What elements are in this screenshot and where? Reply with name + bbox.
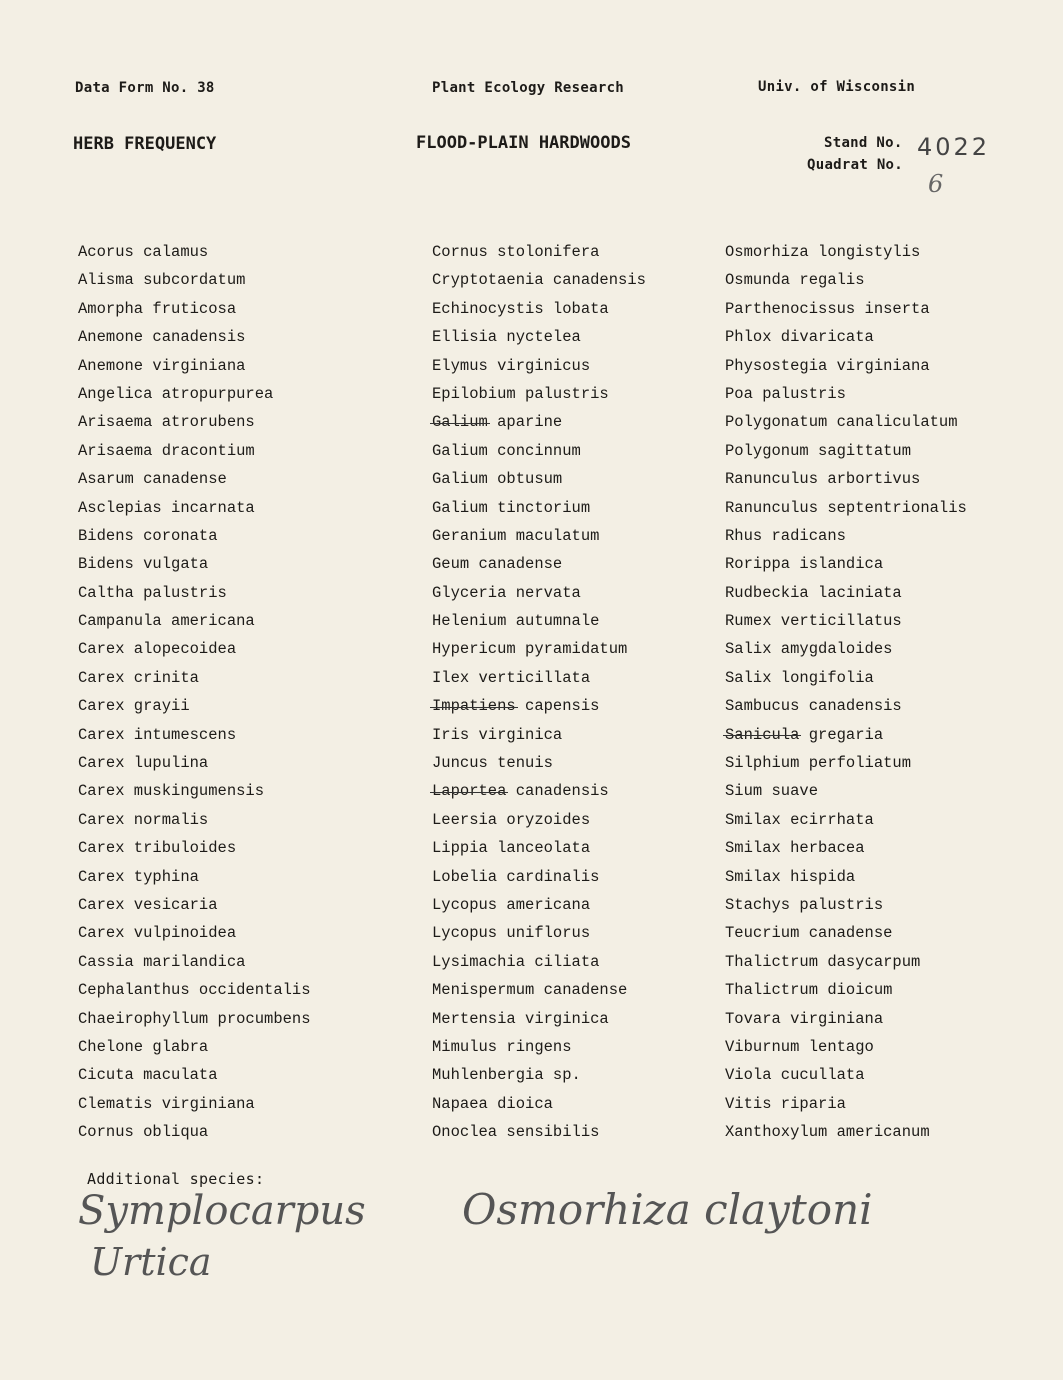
species-epithet: canadensis [506, 782, 609, 801]
species-item: Geum canadense [432, 555, 563, 574]
species-item: Polygonatum canaliculatum [725, 413, 958, 432]
stand-number-handwritten: 4022 [917, 133, 991, 161]
species-item: Echinocystis lobata [432, 299, 609, 318]
species-item: Leersia oryzoides [432, 810, 591, 829]
species-item: Teucrium canadense [725, 924, 893, 943]
species-item: Lycopus uniflorus [432, 924, 591, 943]
species-item: Napaea dioica [432, 1094, 553, 1113]
quadrat-label: Quadrat No. [807, 157, 904, 173]
species-item: Galium obtusum [432, 470, 563, 489]
species-item: Sium suave [725, 782, 819, 801]
species-item: Carex intumescens [78, 725, 237, 744]
species-item: Osmunda regalis [725, 271, 865, 290]
additional-species-label: Additional species: [87, 1170, 265, 1188]
stand-label: Stand No. [824, 135, 903, 151]
species-column-1 [78, 238, 311, 1147]
species-item: Onoclea sensibilis [432, 1123, 600, 1142]
species-item: Cephalanthus occidentalis [78, 981, 311, 1000]
species-column-2 [432, 238, 646, 1147]
species-item: Angelica atropurpurea [78, 384, 274, 403]
species-item: Mimulus ringens [432, 1037, 572, 1056]
species-item: Ranunculus arbortivus [725, 470, 921, 489]
species-item: Acorus calamus [78, 243, 209, 261]
species-item: Galium tinctorium [432, 498, 591, 517]
species-item: Arisaema dracontium [78, 441, 255, 460]
struck-genus: Laportea [432, 782, 507, 801]
species-epithet: aparine [487, 413, 563, 432]
species-item: Rudbeckia laciniata [725, 583, 902, 602]
species-item: Geranium maculatum [432, 526, 600, 545]
species-item: Carex vesicaria [78, 895, 218, 914]
species-item: Epilobium palustris [432, 384, 609, 403]
species-item: Carex typhina [78, 867, 199, 886]
species-item: Galium concinnum [432, 441, 581, 460]
species-item: Iris virginica [432, 725, 563, 744]
university-name: Univ. of Wisconsin [758, 79, 916, 95]
species-item: Viola cucullata [725, 1066, 865, 1085]
species-item: Carex muskingumensis [78, 782, 265, 801]
species-item: Lobelia cardinalis [432, 867, 600, 886]
species-item: Xanthoxylum americanum [725, 1123, 930, 1142]
additional-species-entry: Osmorhiza claytoni [462, 1185, 873, 1234]
form-number: Data Form No. 38 [75, 80, 215, 96]
species-item: Caltha palustris [78, 583, 227, 602]
species-item: Chelone glabra [78, 1037, 209, 1056]
species-item: Cryptotaenia canadensis [432, 271, 646, 290]
species-item: Viburnum lentago [725, 1037, 874, 1056]
species-item: Elymus virginicus [432, 356, 591, 375]
species-item: Alisma subcordatum [78, 271, 246, 290]
species-item: Juncus tenuis [432, 754, 553, 773]
species-item: Smilax herbacea [725, 839, 865, 858]
additional-species-entry: Symplocarpus [78, 1188, 366, 1234]
struck-genus: Galium [432, 413, 488, 432]
struck-genus: Impatiens [432, 697, 516, 716]
species-item: Osmorhiza longistylis [725, 243, 921, 261]
species-item: Carex grayii [78, 697, 190, 716]
species-item: Carex normalis [78, 810, 209, 829]
species-item: Rorippa islandica [725, 555, 884, 574]
species-item [725, 721, 967, 749]
species-item [432, 408, 646, 436]
species-epithet: gregaria [799, 725, 884, 744]
species-item: Glyceria nervata [432, 583, 581, 602]
species-item: Cicuta maculata [78, 1066, 218, 1085]
species-item: Silphium perfoliatum [725, 754, 912, 773]
species-item: Lycopus americana [432, 895, 591, 914]
species-item: Cassia marilandica [78, 952, 246, 971]
species-item: Sambucus canadensis [725, 697, 902, 716]
species-epithet: capensis [515, 697, 600, 716]
species-item: Carex tribuloides [78, 839, 237, 858]
species-item: Rhus radicans [725, 526, 846, 545]
form-title: HERB FREQUENCY [73, 134, 217, 154]
species-item: Chaeirophyllum procumbens [78, 1009, 311, 1028]
struck-genus: Sanicula [725, 725, 800, 744]
species-item: Amorpha fruticosa [78, 299, 237, 318]
species-item: Physostegia virginiana [725, 356, 930, 375]
species-item: Parthenocissus inserta [725, 299, 930, 318]
community-title: FLOOD-PLAIN HARDWOODS [416, 133, 631, 153]
species-item: Clematis virginiana [78, 1094, 255, 1113]
species-item: Carex lupulina [78, 754, 209, 773]
species-item: Bidens coronata [78, 526, 218, 545]
species-item: Rumex verticillatus [725, 612, 902, 631]
species-item: Mertensia virginica [432, 1009, 609, 1028]
species-item: Campanula americana [78, 612, 255, 631]
species-item: Ranunculus septentrionalis [725, 498, 967, 517]
species-item: Ilex verticillata [432, 668, 591, 687]
species-item: Salix longifolia [725, 668, 874, 687]
species-item: Cornus stolonifera [432, 243, 600, 261]
species-item: Helenium autumnale [432, 612, 600, 631]
species-item: Vitis riparia [725, 1094, 846, 1113]
species-item: Tovara virginiana [725, 1009, 884, 1028]
species-item: Carex alopecoidea [78, 640, 237, 659]
species-item: Arisaema atrorubens [78, 413, 255, 432]
species-column-3 [725, 238, 967, 1147]
species-item: Smilax hispida [725, 867, 856, 886]
species-item: Menispermum canadense [432, 981, 628, 1000]
species-item: Bidens vulgata [78, 555, 209, 574]
species-item [432, 692, 646, 720]
species-item: Anemone virginiana [78, 356, 246, 375]
species-item: Polygonum sagittatum [725, 441, 912, 460]
species-item: Lysimachia ciliata [432, 952, 600, 971]
species-item: Cornus obliqua [78, 1123, 209, 1142]
species-item: Asarum canadense [78, 470, 227, 489]
additional-species-entry: Urtica [90, 1240, 212, 1284]
species-item [432, 777, 646, 805]
program-name: Plant Ecology Research [432, 80, 625, 96]
species-item: Thalictrum dioicum [725, 981, 893, 1000]
species-item: Thalictrum dasycarpum [725, 952, 921, 971]
species-item: Lippia lanceolata [432, 839, 591, 858]
quadrat-number-handwritten: 6 [928, 170, 944, 198]
species-item: Poa palustris [725, 384, 846, 403]
species-item: Muhlenbergia sp. [432, 1066, 581, 1085]
species-item: Hypericum pyramidatum [432, 640, 628, 659]
species-item: Smilax ecirrhata [725, 810, 874, 829]
species-item: Stachys palustris [725, 895, 884, 914]
species-item: Salix amygdaloides [725, 640, 893, 659]
species-item: Carex crinita [78, 668, 199, 687]
species-item: Carex vulpinoidea [78, 924, 237, 943]
species-item: Asclepias incarnata [78, 498, 255, 517]
species-item: Ellisia nyctelea [432, 328, 581, 347]
species-item: Phlox divaricata [725, 328, 874, 347]
species-item: Anemone canadensis [78, 328, 246, 347]
